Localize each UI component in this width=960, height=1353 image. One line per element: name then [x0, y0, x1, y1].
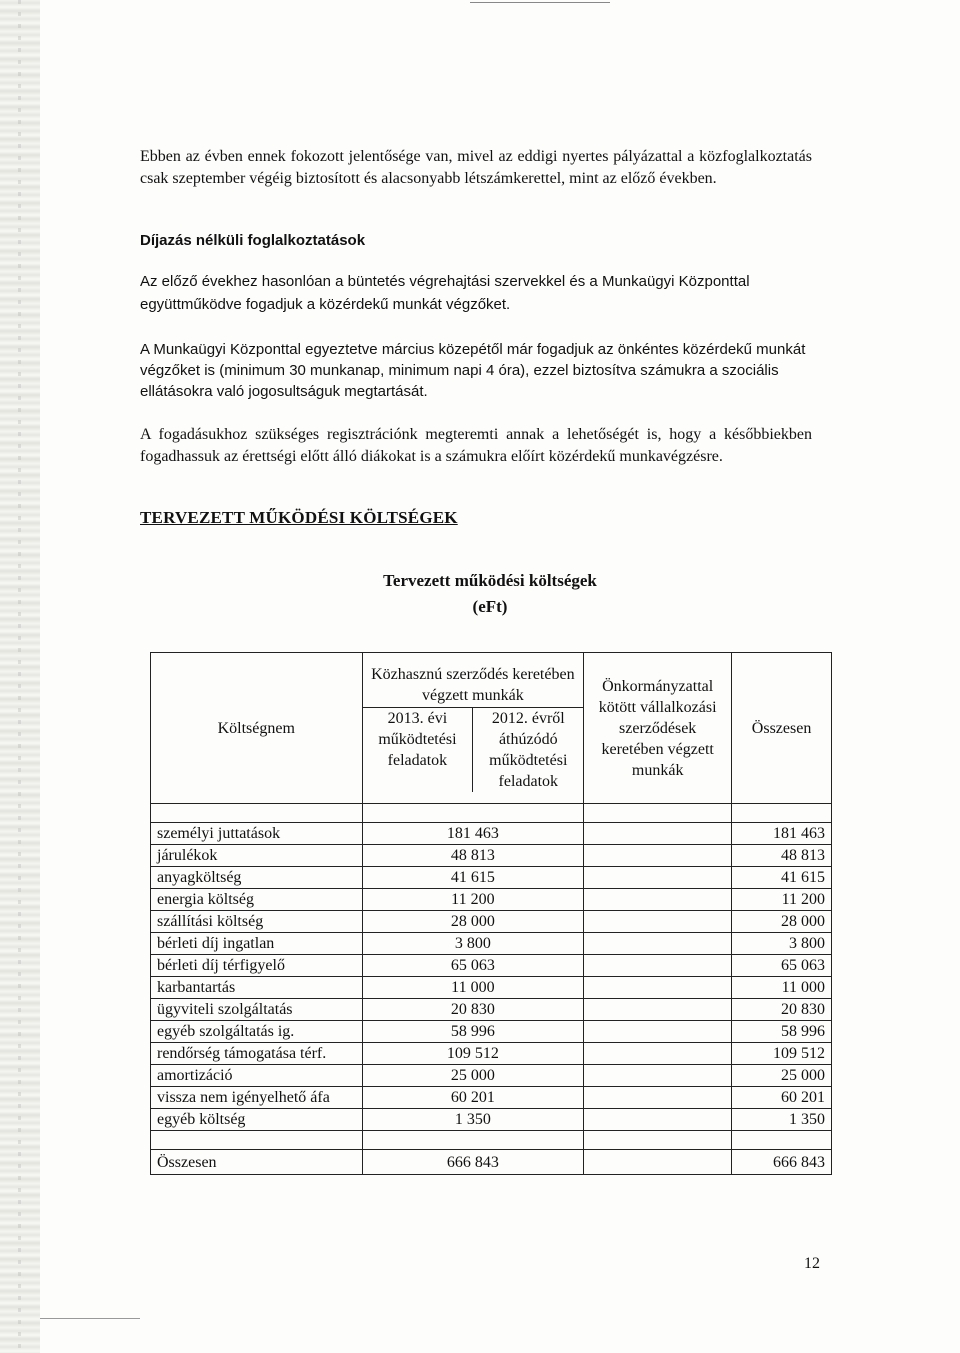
row-2013-value: 11 000: [362, 977, 584, 999]
table-title: [340, 568, 640, 620]
table-row: [151, 955, 832, 977]
table-row: [151, 845, 832, 867]
table-row: [151, 889, 832, 911]
table-row: [151, 911, 832, 933]
row-total-value: 65 063: [732, 955, 832, 977]
row-label: anyagköltség: [151, 867, 363, 889]
total-municipal-value: [584, 1150, 732, 1175]
row-municipal-value: [584, 955, 732, 977]
paragraph-volunteer: A Munkaügyi Központtal egyeztetve március közepétől már fogadjuk az önkéntes közérdekű munkát végzőket is (minimum 30 munkanap, minimum napi 4 óra), ezzel biztosítva számukra a szociális ellátásokra való jogosultságuk megtartását.: [140, 341, 806, 400]
row-label: egyéb szolgáltatás ig.: [151, 1021, 363, 1043]
row-municipal-value: [584, 845, 732, 867]
row-total-value: 48 813: [732, 845, 832, 867]
row-total-value: 109 512: [732, 1043, 832, 1065]
row-total-value: 3 800: [732, 933, 832, 955]
table-header-row: [151, 653, 832, 804]
row-2013-value: 28 000: [362, 911, 584, 933]
row-total-value: 58 996: [732, 1021, 832, 1043]
header-cost-type: Költségnem: [151, 653, 363, 804]
row-2013-value: 109 512: [362, 1043, 584, 1065]
row-2013-value: 11 200: [362, 889, 584, 911]
row-total-value: 28 000: [732, 911, 832, 933]
table-row: [151, 867, 832, 889]
paragraph-registration: A fogadásukhoz szükséges regisztrációnk megteremti annak a lehetőségét is, hogy a későbbiekben fogadhassuk az érettségi előtt álló diákokat is a számukra előírt közérdekű munkavégzésre.: [140, 426, 812, 465]
table-row: [151, 999, 832, 1021]
page-number: 12: [804, 1255, 820, 1272]
row-2013-value: 1 350: [362, 1109, 584, 1131]
table-row: [151, 1065, 832, 1087]
row-label: amortizáció: [151, 1065, 363, 1087]
header-2012-carryover-tasks: 2012. évről áthúzódó működtetési feladatok: [489, 710, 568, 790]
row-municipal-value: [584, 1109, 732, 1131]
row-municipal-value: [584, 867, 732, 889]
row-total-value: 60 201: [732, 1087, 832, 1109]
row-municipal-value: [584, 889, 732, 911]
row-label: ügyviteli szolgáltatás: [151, 999, 363, 1021]
row-municipal-value: [584, 999, 732, 1021]
table-row: [151, 1109, 832, 1131]
row-label: karbantartás: [151, 977, 363, 999]
row-municipal-value: [584, 977, 732, 999]
header-public-benefit-group: [362, 653, 584, 804]
table-row: [151, 823, 832, 845]
row-total-value: 181 463: [732, 823, 832, 845]
row-municipal-value: [584, 1043, 732, 1065]
row-2013-value: 58 996: [362, 1021, 584, 1043]
row-2013-value: 3 800: [362, 933, 584, 955]
table-row: [151, 1021, 832, 1043]
total-label: Összesen: [151, 1150, 363, 1175]
row-label: vissza nem igényelhető áfa: [151, 1087, 363, 1109]
row-municipal-value: [584, 1065, 732, 1087]
header-total: Összesen: [732, 653, 832, 804]
cost-table: [150, 652, 832, 1175]
row-2013-value: 25 000: [362, 1065, 584, 1087]
table-row: [151, 977, 832, 999]
row-label: rendőrség támogatása térf.: [151, 1043, 363, 1065]
row-municipal-value: [584, 1087, 732, 1109]
row-label: szállítási költség: [151, 911, 363, 933]
row-total-value: 11 200: [732, 889, 832, 911]
table-spacer-row: [151, 804, 832, 823]
total-sum-value: 666 843: [732, 1150, 832, 1175]
row-municipal-value: [584, 1021, 732, 1043]
table-row: [151, 1043, 832, 1065]
row-municipal-value: [584, 911, 732, 933]
table-title-unit: (eFt): [472, 597, 508, 616]
scan-edge-artifact: [0, 0, 40, 1353]
section-heading-costs: TERVEZETT MŰKÖDÉSI KÖLTSÉGEK: [140, 508, 458, 527]
top-rule: [470, 2, 610, 3]
row-label: bérleti díj térfigyelő: [151, 955, 363, 977]
paragraph-cooperation: Az előző évekhez hasonlóan a büntetés végrehajtási szervekkel és a Munkaügyi Központtal együttműködve fogadjuk a közérdekű munkát végzőket.: [140, 273, 750, 313]
row-2013-value: 41 615: [362, 867, 584, 889]
row-total-value: 41 615: [732, 867, 832, 889]
row-total-value: 25 000: [732, 1065, 832, 1087]
table-title-main: Tervezett működési költségek: [383, 571, 597, 590]
table-row: [151, 933, 832, 955]
row-total-value: 11 000: [732, 977, 832, 999]
row-2013-value: 20 830: [362, 999, 584, 1021]
row-label: személyi juttatások: [151, 823, 363, 845]
header-2013-tasks: 2013. évi működtetési feladatok: [363, 708, 474, 792]
row-2013-value: 48 813: [362, 845, 584, 867]
cost-rows: [151, 823, 832, 1131]
bottom-rule: [40, 1318, 140, 1319]
table-spacer-row: [151, 1131, 832, 1150]
row-label: járulékok: [151, 845, 363, 867]
paragraph-intro: Ebben az évben ennek fokozott jelentősége van, mivel az eddigi nyertes pályázattal a közfoglalkoztatás csak szeptember végéig biztosított és alacsonyabb létszámkerettel, mint az előző években.: [140, 148, 812, 187]
table-total-row: [151, 1150, 832, 1175]
row-total-value: 20 830: [732, 999, 832, 1021]
row-2013-value: 65 063: [362, 955, 584, 977]
header-group-label: Közhasznú szerződés keretében végzett munkák: [363, 664, 584, 708]
row-total-value: 1 350: [732, 1109, 832, 1131]
row-label: bérleti díj ingatlan: [151, 933, 363, 955]
header-municipal-contracts: Önkormányzattal kötött vállalkozási szerződések keretében végzett munkák: [584, 653, 732, 804]
row-label: egyéb költség: [151, 1109, 363, 1131]
total-2013-value: 666 843: [362, 1150, 584, 1175]
row-municipal-value: [584, 933, 732, 955]
heading-unpaid-employment: Díjazás nélküli foglalkoztatások: [140, 232, 366, 249]
row-label: energia költség: [151, 889, 363, 911]
row-2013-value: 181 463: [362, 823, 584, 845]
row-2013-value: 60 201: [362, 1087, 584, 1109]
row-municipal-value: [584, 823, 732, 845]
table-row: [151, 1087, 832, 1109]
